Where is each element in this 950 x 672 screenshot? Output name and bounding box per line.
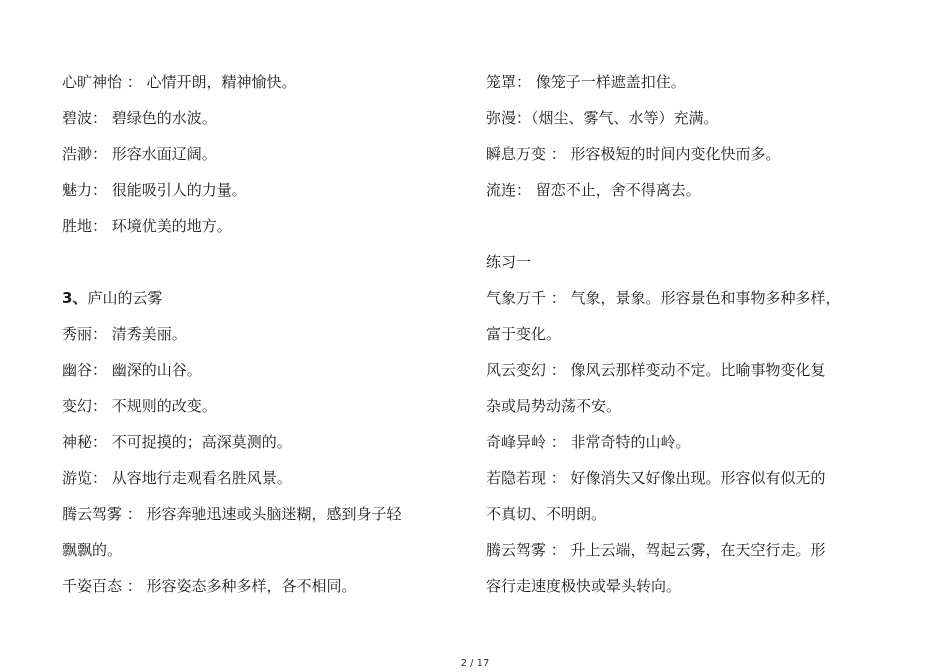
text-line: 弥漫：（烟尘、雾气、水等）充满。 [486,109,719,127]
text-line: 碧波： 碧绿色的水波。 [62,109,217,127]
section-heading [62,280,462,316]
text-line: 神秘： 不可捉摸的；高深莫测的。 [62,433,292,451]
text-line: 流连： 留恋不止，舍不得离去。 [486,181,701,199]
text-line: 奇峰异岭 ： 非常奇特的山岭。 [486,433,691,451]
text-line: 若隐若现 ： 好像消失又好像出现。形容似有似无的 [486,469,826,487]
text-line: 秀丽： 清秀美丽。 [62,325,187,343]
text-line: 风云变幻 ： 像风云那样变动不定。比喻事物变化复 [486,361,826,379]
blank-line [486,208,886,244]
blank-line [62,244,462,280]
text-line: 气象万千 ： 气象，景象。形容景色和事物多种多样， [486,289,841,307]
text-line: 容行走速度极快或晕头转向。 [486,577,682,595]
right-column [486,64,886,604]
text-line: 心旷神怡 ： 心情开朗，精神愉快。 [62,73,297,91]
text-line: 不真切、不明朗。 [486,505,607,523]
text-line: 腾云驾雾 ： 形容奔驰迅速或头脑迷糊，感到身子轻 [62,505,402,523]
text-line: 飘飘的。 [62,541,123,559]
text-line: 胜地： 环境优美的地方。 [62,217,232,235]
text-line: 笼罩： 像笼子一样遮盖扣住。 [486,73,686,91]
text-line: 千姿百态 ： 形容姿态多种多样，各不相同。 [62,577,357,595]
section-heading: 练习一 [486,253,532,271]
text-line: 腾云驾雾 ： 升上云端，驾起云雾，在天空行走。形 [486,541,826,559]
text-line: 魅力： 很能吸引人的力量。 [62,181,247,199]
left-column [62,64,462,604]
text-line: 瞬息万变 ： 形容极短的时间内变化快而多。 [486,145,781,163]
section-number: 3、 [62,289,88,307]
page-number: 2 / 17 [460,658,490,669]
text-line: 杂或局势动荡不安。 [486,397,622,415]
section-title: 庐山的云雾 [87,289,163,307]
text-line: 富于变化。 [486,325,562,343]
text-line: 变幻： 不规则的改变。 [62,397,217,415]
text-line: 幽谷： 幽深的山谷。 [62,361,202,379]
text-line: 游览： 从容地行走观看名胜风景。 [62,469,292,487]
text-line: 浩渺： 形容水面辽阔。 [62,145,217,163]
